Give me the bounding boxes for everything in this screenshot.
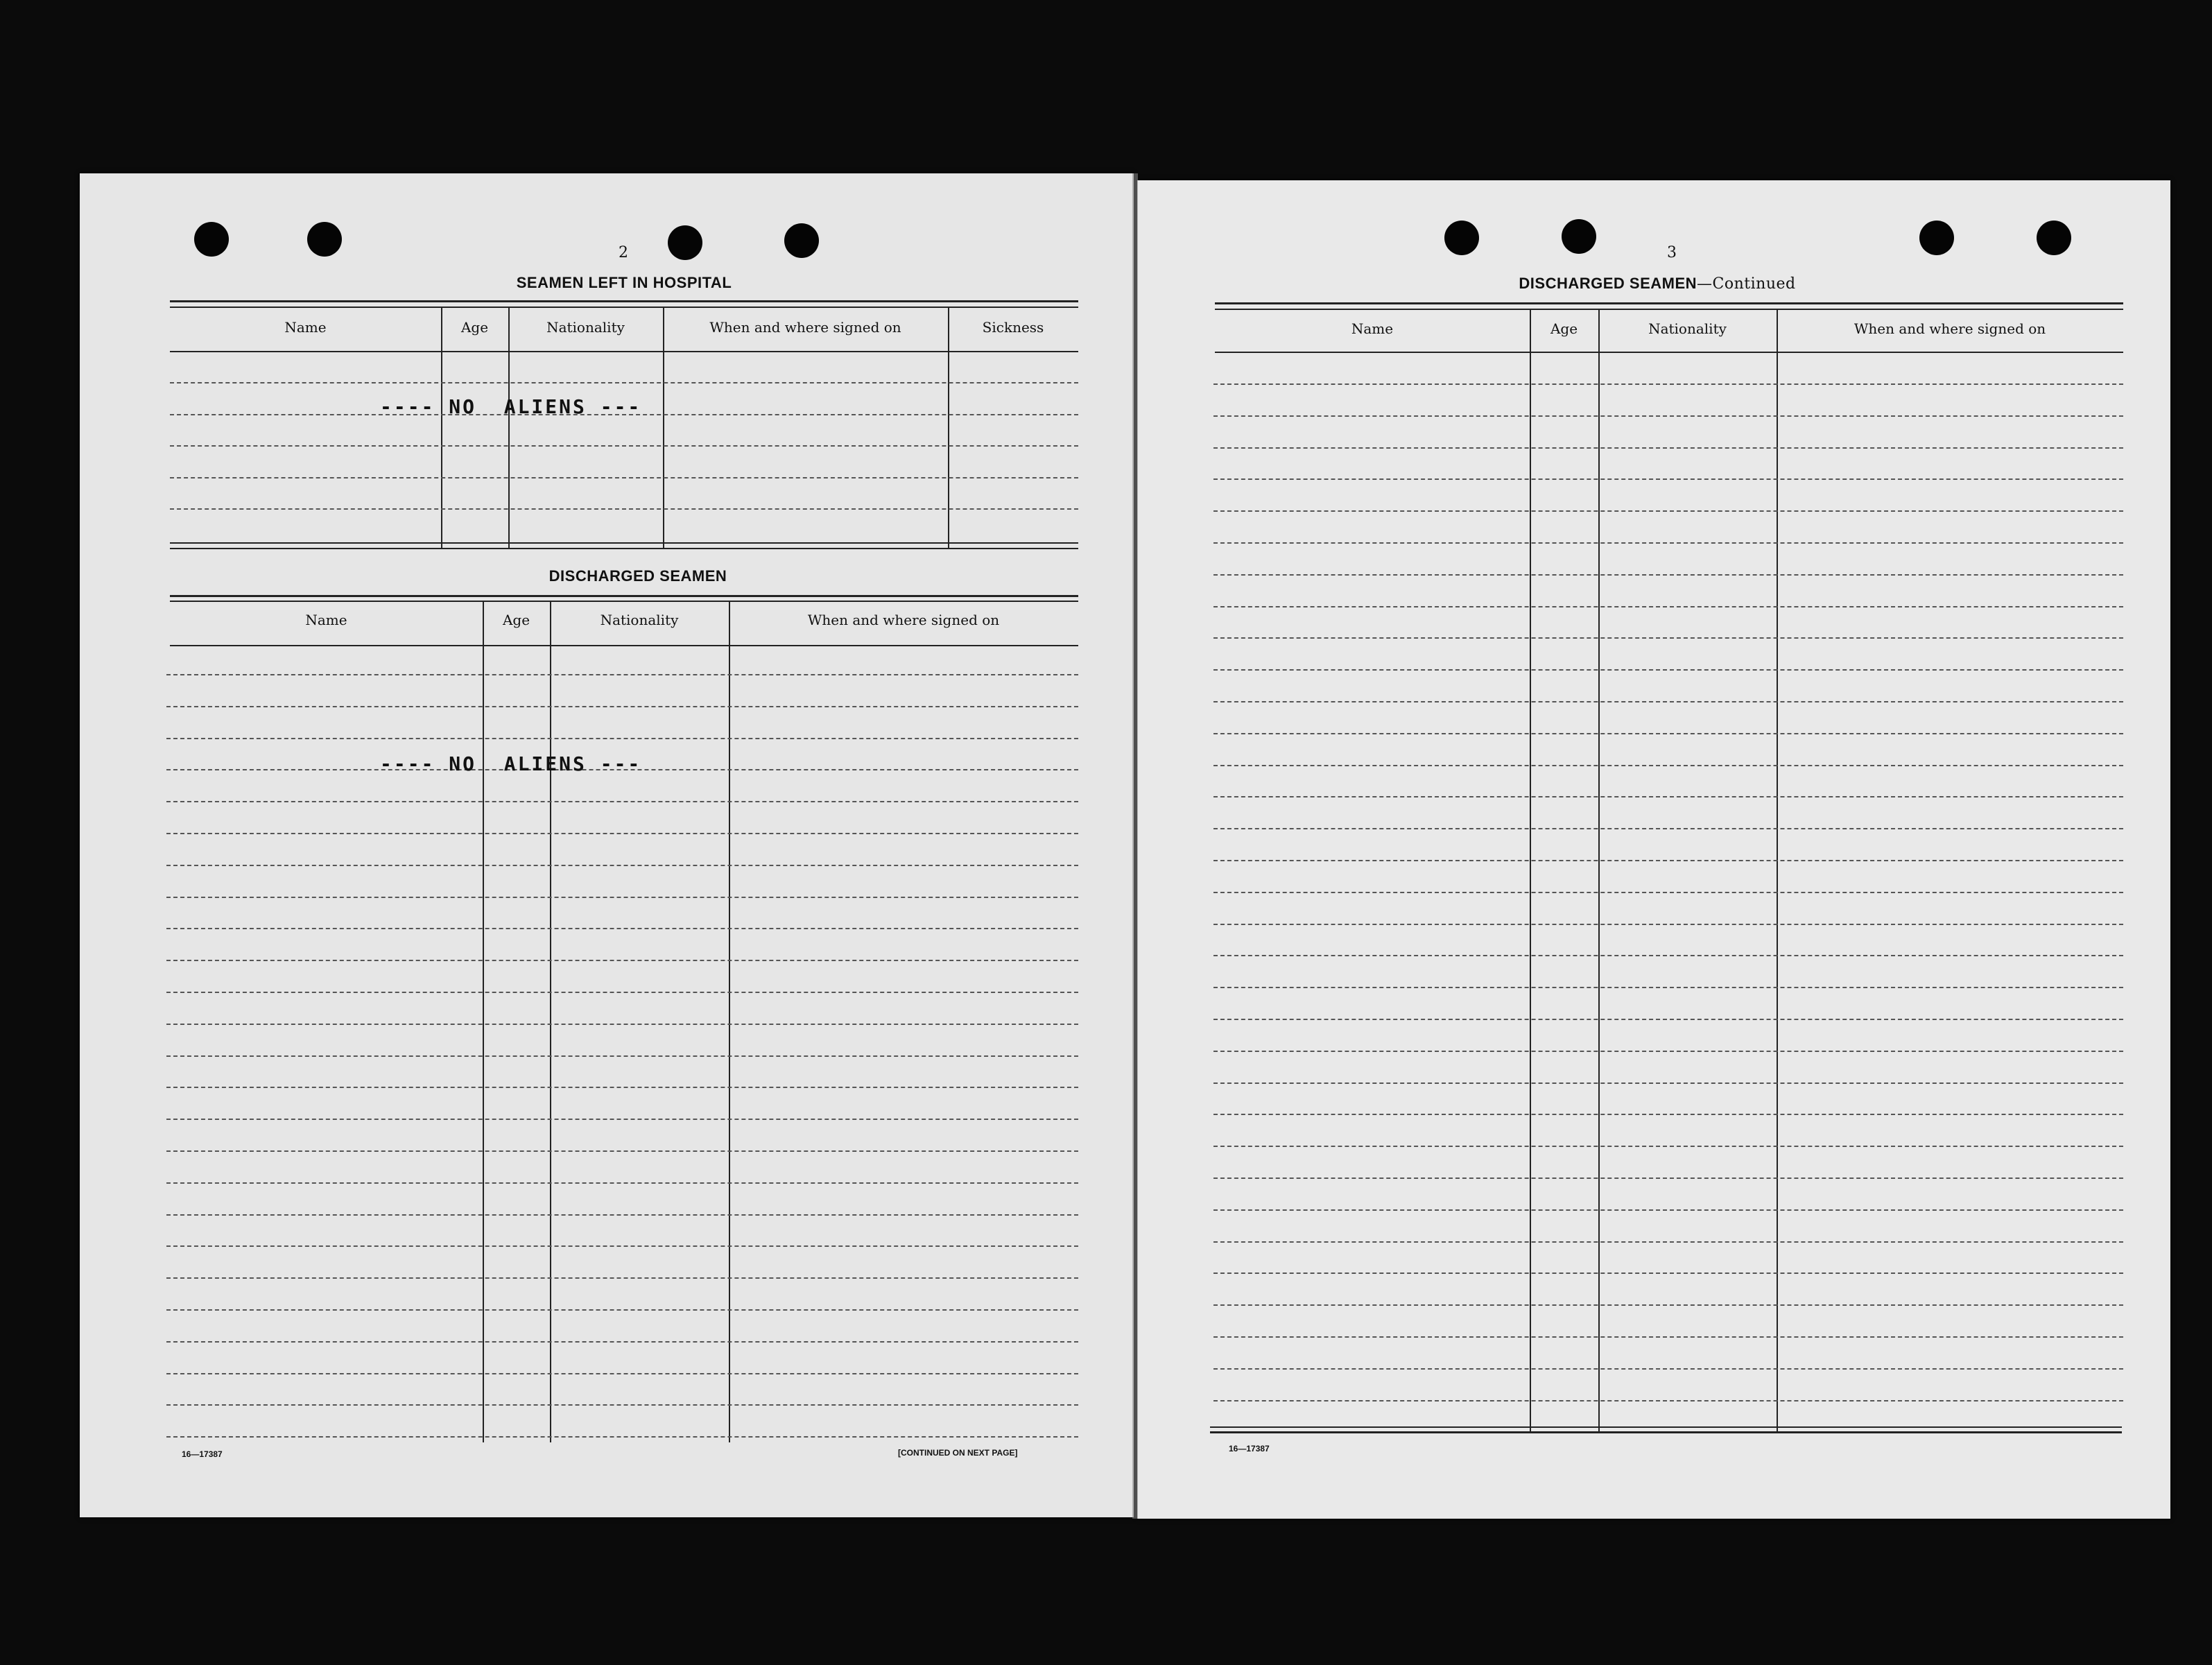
ruled-line [166, 1277, 1078, 1279]
column-divider [441, 308, 442, 548]
ruled-line [1213, 1241, 2123, 1243]
ruled-line [170, 445, 1078, 447]
column-divider [508, 308, 510, 548]
table-rule [1215, 309, 2123, 310]
punch-hole [194, 222, 229, 257]
ruled-line [166, 960, 1078, 961]
punch-hole [784, 223, 819, 258]
ruled-line [166, 1119, 1078, 1120]
ruled-line [170, 382, 1078, 383]
ruled-line [166, 1182, 1078, 1184]
table-rule [170, 548, 1078, 549]
form-number: 16—17387 [182, 1449, 223, 1459]
ruled-line [166, 1404, 1078, 1406]
ruled-line [1213, 1273, 2123, 1274]
section-title: SEAMEN LEFT IN HOSPITAL [516, 274, 732, 291]
ruled-line [1213, 383, 2123, 385]
page-fold [1132, 173, 1138, 1519]
ruled-line [1213, 1336, 2123, 1338]
ruled-line [170, 477, 1078, 478]
right-page [1137, 180, 2170, 1519]
ruled-line [166, 1245, 1078, 1247]
ruled-line [1213, 415, 2123, 417]
ruled-line [1213, 1177, 2123, 1179]
punch-hole [1919, 221, 1954, 255]
section-title-continued: —Continued [1697, 275, 1796, 293]
column-divider [550, 602, 551, 1442]
ruled-line [1213, 1400, 2123, 1401]
page-number: 2 [619, 244, 628, 261]
table-rule [170, 601, 1078, 602]
ruled-line [1213, 1209, 2123, 1211]
table-rule [170, 300, 1078, 302]
table-rule [1210, 1431, 2122, 1433]
ruled-line [166, 1341, 1078, 1343]
ruled-line [1213, 478, 2123, 480]
ruled-line [1213, 924, 2123, 925]
ruled-line [1213, 574, 2123, 576]
column-divider [729, 602, 730, 1442]
column-divider [663, 308, 664, 548]
left-page [80, 173, 1134, 1517]
column-divider [948, 308, 949, 548]
ruled-line [166, 928, 1078, 929]
ruled-line [1213, 510, 2123, 512]
ruled-line [166, 1309, 1078, 1311]
ruled-line [166, 897, 1078, 898]
ruled-line [166, 706, 1078, 707]
ruled-line [1213, 765, 2123, 766]
ruled-line [1213, 1114, 2123, 1115]
column-header-nationality: Nationality [600, 612, 679, 628]
table-rule [1215, 352, 2123, 353]
section-title [1449, 275, 1865, 293]
ruled-line [1213, 1019, 2123, 1020]
typed-entry: ---- NO ALIENS --- [380, 752, 642, 775]
ruled-line [166, 992, 1078, 993]
column-header-name: Name [305, 612, 347, 628]
ruled-line [170, 508, 1078, 510]
ruled-line [166, 1373, 1078, 1374]
ruled-line [1213, 796, 2123, 797]
ruled-line [1213, 637, 2123, 639]
ruled-line [1213, 669, 2123, 671]
ruled-line [166, 833, 1078, 834]
table-rule [1210, 1426, 2122, 1428]
table-rule [1215, 302, 2123, 304]
table-rule [170, 542, 1078, 544]
ruled-line [1213, 892, 2123, 893]
ruled-line [1213, 701, 2123, 702]
section-title-main: DISCHARGED SEAMEN [1519, 275, 1697, 292]
ruled-line [166, 1055, 1078, 1057]
continued-note: [CONTINUED ON NEXT PAGE] [898, 1448, 1018, 1458]
column-header-age: Age [502, 612, 530, 628]
ruled-line [166, 1150, 1078, 1152]
ruled-line [166, 801, 1078, 802]
ruled-line [1213, 542, 2123, 544]
ruled-line [1213, 606, 2123, 607]
punch-hole [307, 222, 342, 257]
column-header-signed-on: When and where signed on [1854, 320, 2046, 337]
ruled-line [166, 1214, 1078, 1216]
column-header-age: Age [460, 319, 489, 336]
page-number: 3 [1667, 244, 1677, 261]
column-header-nationality: Nationality [1648, 320, 1727, 337]
punch-hole [668, 225, 702, 260]
ruled-line [1213, 1146, 2123, 1147]
column-header-nationality: Nationality [546, 319, 625, 336]
ruled-line [166, 865, 1078, 866]
table-rule [170, 645, 1078, 646]
column-header-signed-on: When and where signed on [807, 612, 1000, 628]
ruled-line [1213, 987, 2123, 988]
ruled-line [1213, 1051, 2123, 1052]
column-header-name: Name [1351, 320, 1394, 337]
ruled-line [1213, 955, 2123, 956]
column-header-name: Name [284, 319, 327, 336]
section-title: DISCHARGED SEAMEN [548, 567, 727, 585]
table-rule [170, 307, 1078, 308]
column-header-age: Age [1550, 320, 1578, 337]
ruled-line [166, 1436, 1078, 1438]
ruled-line [166, 1024, 1078, 1025]
table-rule [170, 595, 1078, 597]
punch-hole [2037, 221, 2071, 255]
ruled-line [166, 674, 1078, 675]
punch-hole [1562, 219, 1596, 254]
ruled-line [166, 738, 1078, 739]
table-rule [170, 351, 1078, 352]
ruled-line [1213, 447, 2123, 449]
column-divider [483, 602, 484, 1442]
ruled-line [1213, 733, 2123, 734]
typed-entry: ---- NO ALIENS --- [380, 395, 642, 418]
ruled-line [1213, 1082, 2123, 1084]
column-header-sickness: Sickness [982, 319, 1044, 336]
ruled-line [166, 1087, 1078, 1088]
ruled-line [1213, 1304, 2123, 1306]
ruled-line [1213, 860, 2123, 861]
punch-hole [1444, 221, 1479, 255]
column-header-signed-on: When and where signed on [709, 319, 901, 336]
form-number: 16—17387 [1229, 1444, 1270, 1453]
ruled-line [1213, 1368, 2123, 1370]
ruled-line [1213, 828, 2123, 829]
